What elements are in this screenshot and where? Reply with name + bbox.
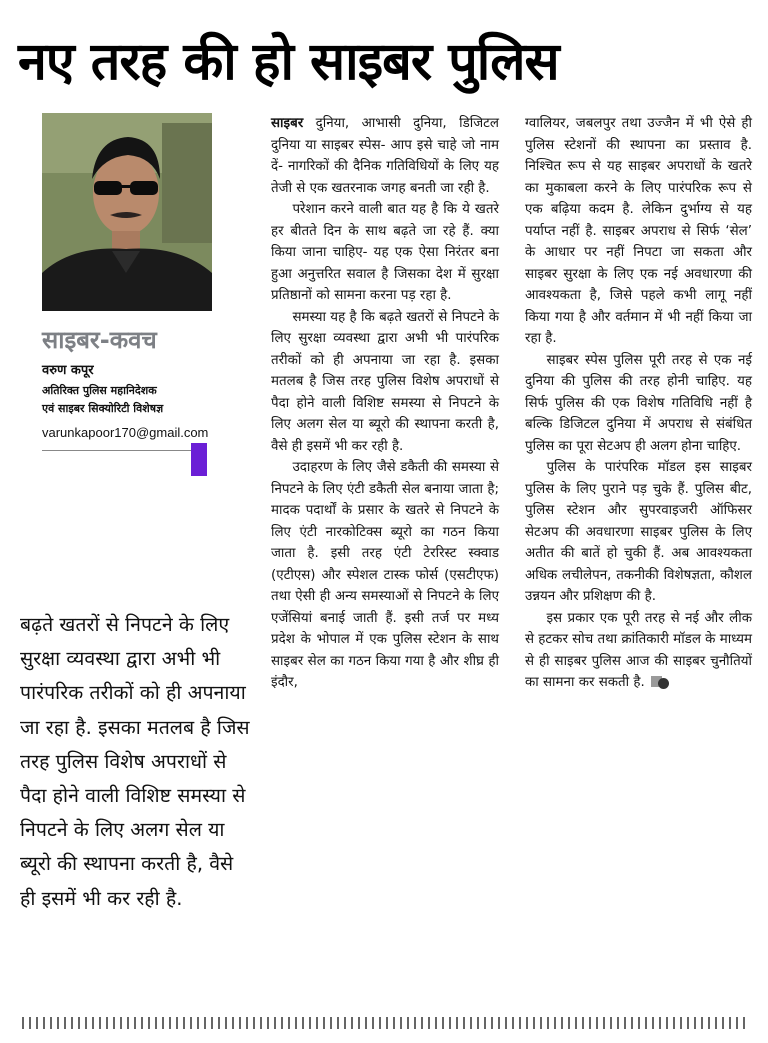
article-paragraph [271, 113, 499, 199]
article-column-2 [525, 113, 752, 694]
headline: नए तरह की हो साइबर पुलिस [18, 32, 559, 92]
bottom-rule [22, 1017, 748, 1029]
paragraph-text: इस प्रकार एक पूरी तरह से नई और लीक से हटकर सोच तथा क्रांतिकारी मॉडल के माध्यम से ही साइबर पुलिस आज की साइबर चुनौतियों का सामना कर सकती है. [525, 610, 752, 690]
article-paragraph: साइबर स्पेस पुलिस पूरी तरह से एक नई दुनिया की पुलिस की तरह होनी चाहिए. यह सिर्फ पुलिस की एक विशेष गतिविधि नहीं है बल्कि डिजिटल दुनिया में अपराध से संबंधित पुलिस का पूरा सेटअप ही अलग होना चाहिए. [525, 352, 752, 454]
paragraph-text: दुनिया, आभासी दुनिया, डिजिटल दुनिया या साइबर स्पेस- आप इसे चाहे जो नाम दें- नागरिकों की दैनिक गतिविधियों के लिए यह तेजी से एक खतरनाक जगह बनती जा रही है. [271, 116, 499, 196]
article-column-1 [271, 113, 499, 694]
lead-word: साइबर [271, 116, 304, 131]
pull-quote: बढ़ते खतरों से निपटने के लिए सुरक्षा व्यवस्था द्वारा अभी भी पारंपरिक तरीकों को ही अपनाया जा रहा है. इसका मतलब है जिस तरह पुलिस विशेष अपराधों से पैदा होने वाली विशिष्ट समस्या से निपटने के लिए अलग सेल या ब्यूरो की स्थापना करती है, वैसे ही इसमें भी कर रही है. [20, 613, 250, 910]
end-dot-icon [658, 678, 669, 689]
column-title: साइबर-कवच [42, 326, 157, 354]
author-role: अतिरिक्त पुलिस महानिदेशक [42, 384, 157, 397]
article-paragraph: ग्वालियर, जबलपुर तथा उज्जैन में भी ऐसे ही पुलिस स्टेशनों की स्थापना का प्रस्ताव है. निश्चित रूप से यह साइबर अपराधों के खतरे का मुकाबला करने के लिए पारंपरिक रूप से एक बढ़िया कदम है. लेकिन दुर्भाग्य से यह पर्याप्त नहीं है. साइबर अपराध से सिर्फ ‘सेल’ के आधार पर नहीं निपटा जा सकता और साइबर सुरक्षा के लिए एक नई अवधारणा की आवश्यकता है, जिसे पहले कभी लागू नहीं किया गया है और वर्तमान में भी नहीं किया जा रहा है. [525, 116, 752, 346]
author-divider [42, 450, 202, 451]
author-photo [42, 113, 212, 311]
author-name: वरुण कपूर [42, 363, 94, 378]
article-paragraph: समस्या यह है कि बढ़ते खतरों से निपटने के लिए सुरक्षा व्यवस्था द्वारा अभी भी पारंपरिक तरीकों को ही अपनाया जा रहा है. इसका मतलब है जिस तरह पुलिस विशेष अपराधों से पैदा होने वाली विशिष्ट समस्या से निपटने के लिए अलग सेल या ब्यूरो की स्थापना करती है, वैसे ही इसमें भी कर रही है. [271, 309, 499, 454]
accent-marker [191, 443, 207, 476]
article-paragraph: परेशान करने वाली बात यह है कि ये खतरे हर बीतते दिन के साथ बढ़ते जा रहे हैं. क्या किया जाना चाहिए- यह एक ऐसा निरंतर बना हुआ अनुत्तरित सवाल है जिसका देश में सुरक्षा प्रतिष्ठानों को सामना करना पड़ रहा है. [271, 202, 499, 303]
author-email: varunkapoor170@gmail.com [42, 425, 209, 440]
article-paragraph: उदाहरण के लिए जैसे डकैती की समस्या से निपटने के लिए एंटी डकैती सेल बनाया जाता है; मादक पदार्थों के प्रसार के खतरे से निपटने के लिए एंटी नारकोटिक्स ब्यूरो का गठन किया जाता है. इसी तरह एंटी टेररिस्ट स्क्वाड (एटीएस) और स्पेशल टास्क फोर्स (एसटीएफ) तथा ऐसी ही अन्य समस्याओं से निपटने के लिए एजेंसियां बनाई जाती हैं. इसी तर्ज पर मध्य प्रदेश के भोपाल में एक पुलिस स्टेशन के साथ साइबर सेल का गठन किया गया है और शीघ्र ही इंदौर, [271, 460, 499, 690]
author-role-secondary: एवं साइबर सिक्योरिटी विशेषज्ञ [42, 402, 164, 415]
article-paragraph: पुलिस के पारंपरिक मॉडल इस साइबर पुलिस के लिए पुराने पड़ चुके हैं. पुलिस बीट, पुलिस स्टेशन और सुपरवाइजरी ऑफिसर सेटअप की अवधारणा साइबर पुलिस के लिए अतीत की बातें हो चुकी हैं. अब आवश्यकता अधिक लचीलेपन, तकनीकी विशेषज्ञता, कौशल उन्नयन और प्रशिक्षण की है. [525, 460, 752, 604]
article-paragraph [525, 608, 752, 694]
